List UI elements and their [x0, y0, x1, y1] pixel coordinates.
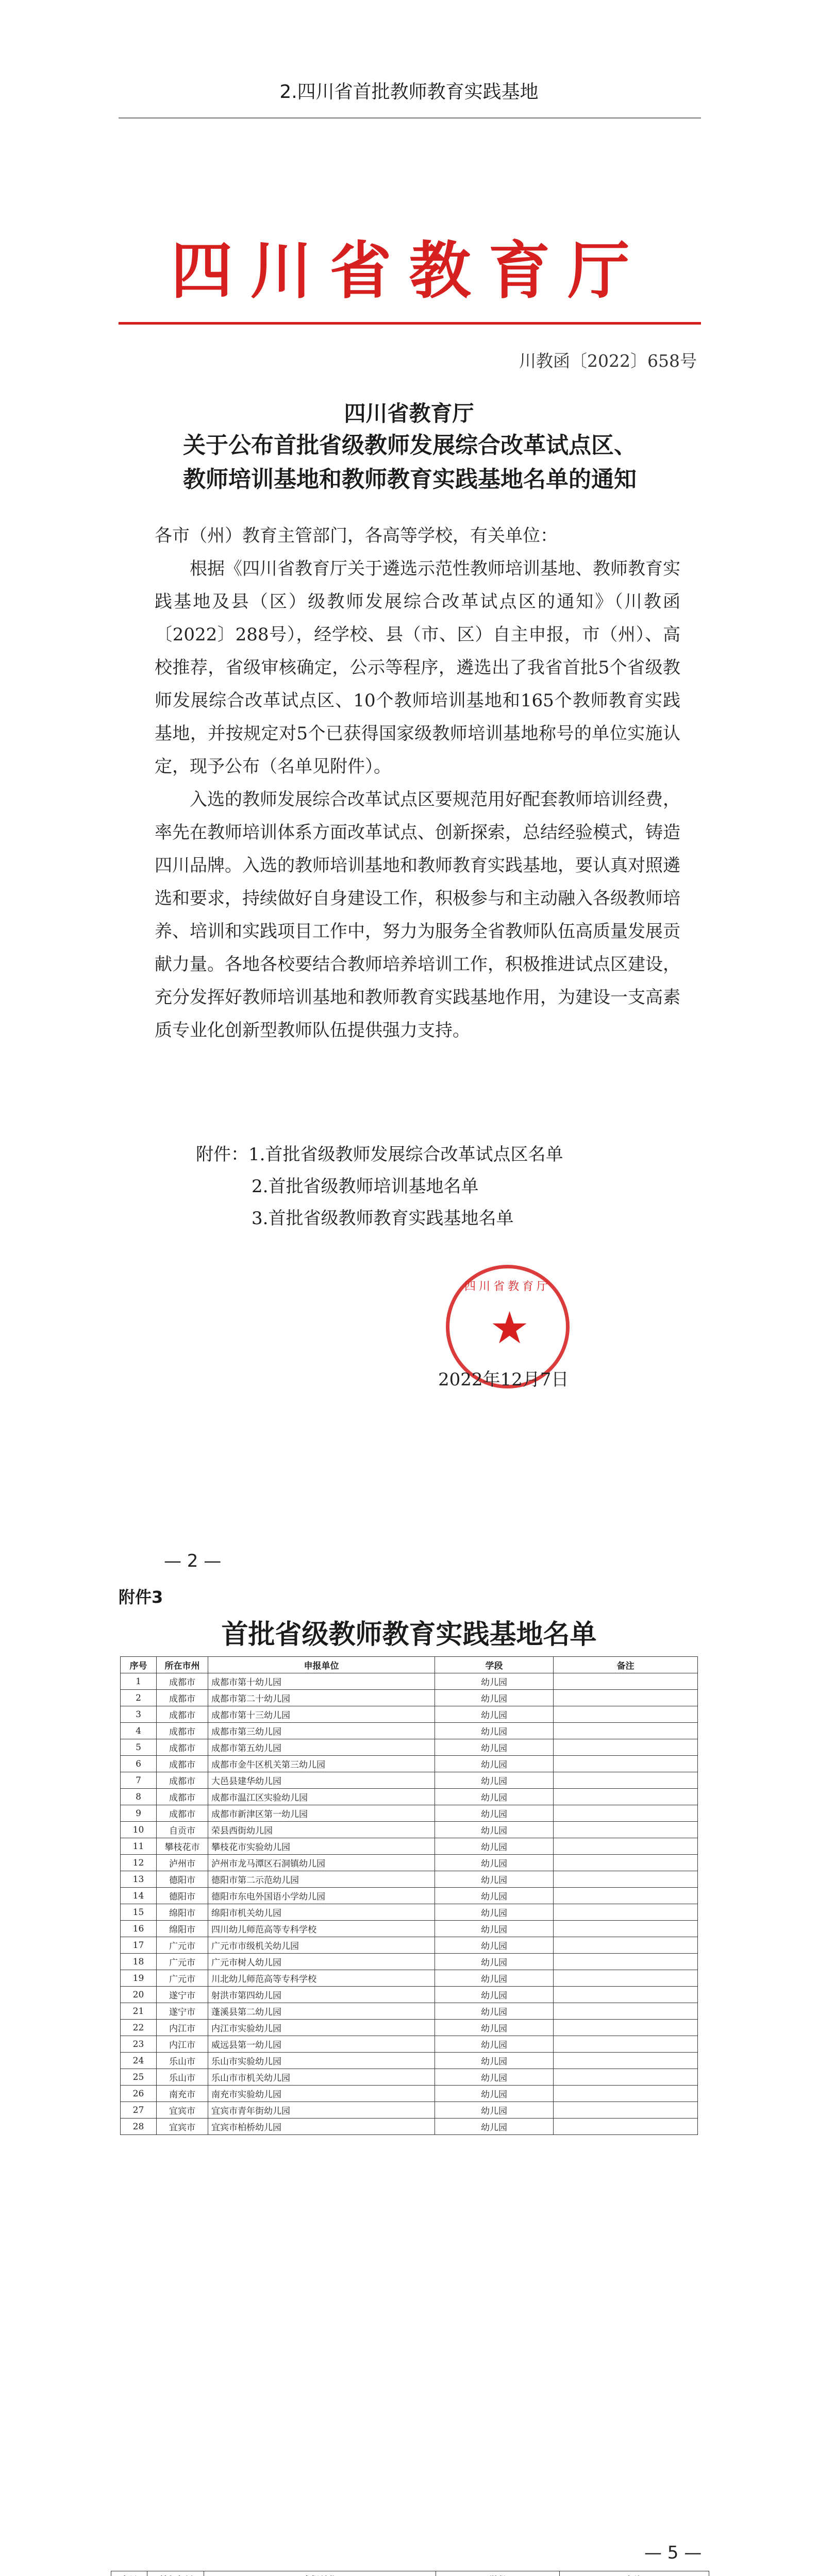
cell-unit: 乐山市市机关幼儿园 [208, 2069, 435, 2086]
cell-city: 绵阳市 [157, 1921, 208, 1937]
cell-unit: 德阳市东电外国语小学幼儿园 [208, 1888, 435, 1904]
cell-city: 成都市 [157, 1756, 208, 1772]
cell-unit: 成都市第三幼儿园 [208, 1723, 435, 1739]
cell-unit: 内江市实验幼儿园 [208, 2020, 435, 2036]
cell-index: 26 [121, 2086, 157, 2102]
letterhead-red-rule [119, 322, 701, 325]
table-row [121, 2036, 698, 2053]
cell-note [554, 2086, 698, 2102]
cell-city: 成都市 [157, 1673, 208, 1690]
annex-label: 附件3 [119, 1587, 163, 1607]
cell-level: 幼儿园 [435, 1888, 554, 1904]
cell-city: 成都市 [157, 1706, 208, 1723]
cell-level: 幼儿园 [435, 1739, 554, 1756]
cell-level: 幼儿园 [435, 2119, 554, 2135]
cell-unit: 射洪市第四幼儿园 [208, 1987, 435, 2003]
cell-unit: 泸州市龙马潭区石洞镇幼儿园 [208, 1855, 435, 1871]
cell-unit: 成都市金牛区机关第三幼儿园 [208, 1756, 435, 1772]
table-row [121, 2086, 698, 2102]
page-number: — 5 — [644, 2543, 702, 2563]
cell-index: 11 [121, 1838, 157, 1855]
cell-city: 成都市 [157, 1789, 208, 1805]
col-header-index [111, 2571, 147, 2576]
cell-index: 6 [121, 1756, 157, 1772]
cell-level: 幼儿园 [435, 1970, 554, 1987]
cell-city: 内江市 [157, 2020, 208, 2036]
cell-city: 成都市 [157, 1690, 208, 1706]
cell-unit: 大邑县建华幼儿园 [208, 1772, 435, 1789]
cell-note [554, 2119, 698, 2135]
cell-level: 幼儿园 [435, 1987, 554, 2003]
cell-index: 7 [121, 1772, 157, 1789]
cell-city: 广元市 [157, 1970, 208, 1987]
cell-city: 成都市 [157, 1772, 208, 1789]
cell-unit: 攀枝花市实验幼儿园 [208, 1838, 435, 1855]
cell-index: 18 [121, 1954, 157, 1970]
cell-unit: 成都市第十三幼儿园 [208, 1706, 435, 1723]
cell-index: 16 [121, 1921, 157, 1937]
cell-note [554, 1822, 698, 1838]
col-header-unit [204, 2571, 436, 2576]
cell-level: 幼儿园 [435, 2086, 554, 2102]
cell-note [554, 1937, 698, 1954]
page-number: — 2 — [164, 1551, 222, 1571]
col-header-city [147, 2571, 204, 2576]
cell-note [554, 1805, 698, 1822]
cell-index: 10 [121, 1822, 157, 1838]
cell-city: 宜宾市 [157, 2119, 208, 2135]
col-header-note: 备注 [554, 1657, 698, 1673]
table-row [121, 1789, 698, 1805]
cell-city: 广元市 [157, 1954, 208, 1970]
cell-city: 成都市 [157, 1723, 208, 1739]
cell-unit: 宜宾市青年街幼儿园 [208, 2102, 435, 2119]
practice-base-table [120, 1656, 698, 2135]
cell-index: 15 [121, 1904, 157, 1921]
cell-city: 内江市 [157, 2036, 208, 2053]
attachment-item: 3.首批省级教师教育实践基地名单 [252, 1208, 514, 1229]
cell-index: 8 [121, 1789, 157, 1805]
header-divider [119, 117, 701, 118]
cell-unit: 蓬溪县第二幼儿园 [208, 2003, 435, 2020]
cell-level: 幼儿园 [435, 1937, 554, 1954]
cell-note [554, 1706, 698, 1723]
cell-level: 幼儿园 [435, 1789, 554, 1805]
col-header-index: 序号 [121, 1657, 157, 1673]
document-number: 川教函〔2022〕658号 [519, 351, 697, 371]
seal-lettering: 四川省教育厅 [464, 1280, 551, 1293]
cell-note [554, 1673, 698, 1690]
cell-note [554, 1789, 698, 1805]
cell-note [554, 1855, 698, 1871]
table-row [121, 1888, 698, 1904]
issue-date: 2022年12月7日 [438, 1369, 569, 1390]
cell-city: 南充市 [157, 2086, 208, 2102]
cell-note [554, 1723, 698, 1739]
cell-unit: 德阳市第二示范幼儿园 [208, 1871, 435, 1888]
cell-index: 13 [121, 1871, 157, 1888]
table-row [121, 1921, 698, 1937]
cell-level: 幼儿园 [435, 1690, 554, 1706]
letter-body [155, 519, 680, 1047]
cell-level: 幼儿园 [435, 1871, 554, 1888]
table-row [121, 1723, 698, 1739]
cell-city: 成都市 [157, 1805, 208, 1822]
cell-index: 28 [121, 2119, 157, 2135]
cell-level: 幼儿园 [435, 1805, 554, 1822]
page-header: 2.四川省首批教师教育实践基地 [279, 81, 539, 103]
paragraph-1: 根据《四川省教育厅关于遴选示范性教师培训基地、教师教育实践基地及县（区）级教师发展综合改革试点区的通知》（川教函〔2022〕288号），经学校、县（市、区）自主申报，市（州）、高校推荐，省级审核确定，公示等程序，遴选出了我省首批5个省级教师发展综合改革试点区、10个教师培训基地和165个教师教育实践基地，并按规定对5个已获得国家级教师培训基地称号的单位实施认定，现予公布（名单见附件）。 [155, 558, 680, 777]
issuer: 四川省教育厅 [344, 401, 474, 426]
attachments-label: 附件： [196, 1144, 248, 1165]
cell-index: 2 [121, 1690, 157, 1706]
cell-city: 遂宁市 [157, 2003, 208, 2020]
cell-index: 24 [121, 2053, 157, 2069]
practice-base-table-continued [111, 2571, 709, 2576]
cell-unit: 成都市第二十幼儿园 [208, 1690, 435, 1706]
table-row [121, 1987, 698, 2003]
cell-city: 遂宁市 [157, 1987, 208, 2003]
cell-unit: 宜宾市柏桥幼儿园 [208, 2119, 435, 2135]
cell-level: 幼儿园 [435, 1921, 554, 1937]
cell-note [554, 1954, 698, 1970]
cell-note [554, 1690, 698, 1706]
cell-level: 幼儿园 [435, 2069, 554, 2086]
salutation: 各市（州）教育主管部门，各高等学校，有关单位： [155, 526, 558, 546]
cell-unit: 成都市新津区第一幼儿园 [208, 1805, 435, 1822]
cell-note [554, 2020, 698, 2036]
cell-index: 4 [121, 1723, 157, 1739]
cell-level: 幼儿园 [435, 2003, 554, 2020]
attachments-list [196, 1139, 711, 1234]
cell-unit: 川北幼儿师范高等专科学校 [208, 1970, 435, 1987]
table-row [121, 1954, 698, 1970]
seal-star-icon: ★ [490, 1302, 530, 1354]
cell-unit: 荣县西街幼儿园 [208, 1822, 435, 1838]
cell-unit: 乐山市实验幼儿园 [208, 2053, 435, 2069]
cell-note [554, 1888, 698, 1904]
cell-note [554, 2036, 698, 2053]
cell-index: 22 [121, 2020, 157, 2036]
cell-city: 乐山市 [157, 2069, 208, 2086]
table-row [121, 1855, 698, 1871]
cell-level: 幼儿园 [435, 1822, 554, 1838]
title-line-1: 关于公布首批省级教师发展综合改革试点区、 [183, 432, 637, 459]
cell-city: 攀枝花市 [157, 1838, 208, 1855]
table-row [121, 1904, 698, 1921]
document-title [119, 429, 701, 497]
cell-level: 幼儿园 [435, 1904, 554, 1921]
table-row [121, 1690, 698, 1706]
table-row [121, 1756, 698, 1772]
cell-city: 自贡市 [157, 1822, 208, 1838]
table-row [121, 1871, 698, 1888]
cell-level: 幼儿园 [435, 1855, 554, 1871]
cell-note [554, 1921, 698, 1937]
table-row [121, 1838, 698, 1855]
cell-note [554, 2069, 698, 2086]
cell-unit: 成都市温江区实验幼儿园 [208, 1789, 435, 1805]
cell-level: 幼儿园 [435, 1706, 554, 1723]
table-row [121, 1937, 698, 1954]
col-header-note [560, 2571, 709, 2576]
cell-index: 14 [121, 1888, 157, 1904]
cell-level: 幼儿园 [435, 1756, 554, 1772]
cell-unit: 绵阳市机关幼儿园 [208, 1904, 435, 1921]
table-row [121, 1822, 698, 1838]
table-row [121, 1805, 698, 1822]
cell-index: 19 [121, 1970, 157, 1987]
cell-unit: 广元市市级机关幼儿园 [208, 1937, 435, 1954]
title-line-2: 教师培训基地和教师教育实践基地名单的通知 [183, 466, 637, 493]
cell-city: 成都市 [157, 1739, 208, 1756]
letterhead: 四川省教育厅 [171, 235, 647, 307]
cell-index: 9 [121, 1805, 157, 1822]
table-row [121, 1673, 698, 1690]
cell-index: 27 [121, 2102, 157, 2119]
cell-index: 3 [121, 1706, 157, 1723]
cell-unit: 成都市第十幼儿园 [208, 1673, 435, 1690]
cell-city: 乐山市 [157, 2053, 208, 2069]
cell-note [554, 1756, 698, 1772]
cell-index: 20 [121, 1987, 157, 2003]
cell-level: 幼儿园 [435, 1954, 554, 1970]
cell-index: 21 [121, 2003, 157, 2020]
cell-note [554, 1772, 698, 1789]
table-row [121, 1772, 698, 1789]
cell-index: 5 [121, 1739, 157, 1756]
cell-note [554, 2102, 698, 2119]
cell-city: 泸州市 [157, 1855, 208, 1871]
cell-index: 17 [121, 1937, 157, 1954]
cell-city: 德阳市 [157, 1888, 208, 1904]
col-header-unit: 申报单位 [208, 1657, 435, 1673]
cell-note [554, 1904, 698, 1921]
cell-city: 德阳市 [157, 1871, 208, 1888]
table-header-row [111, 2571, 709, 2576]
table-row [121, 1706, 698, 1723]
col-header-level [436, 2571, 560, 2576]
cell-level: 幼儿园 [435, 2036, 554, 2053]
table-title: 首批省级教师教育实践基地名单 [221, 1619, 597, 1650]
cell-index: 12 [121, 1855, 157, 1871]
cell-index: 25 [121, 2069, 157, 2086]
cell-level: 幼儿园 [435, 2020, 554, 2036]
cell-note [554, 1739, 698, 1756]
cell-note [554, 1987, 698, 2003]
attachment-item: 1.首批省级教师发展综合改革试点区名单 [248, 1144, 563, 1165]
table-row [121, 2020, 698, 2036]
table-row [121, 1739, 698, 1756]
cell-note [554, 1871, 698, 1888]
table-row [121, 2102, 698, 2119]
cell-level: 幼儿园 [435, 1673, 554, 1690]
cell-unit: 南充市实验幼儿园 [208, 2086, 435, 2102]
cell-unit: 广元市树人幼儿园 [208, 1954, 435, 1970]
paragraph-2: 入选的教师发展综合改革试点区要规范用好配套教师培训经费，率先在教师培训体系方面改革试点、创新探索，总结经验模式，铸造四川品牌。入选的教师培训基地和教师教育实践基地，要认真对照遴选和要求，持续做好自身建设工作，积极参与和主动融入各级教师培养、培训和实践项目工作中，努力为服务全省教师队伍高质量发展贡献力量。各地各校要结合教师培养培训工作，积极推进试点区建设，充分发挥好教师培训基地和教师教育实践基地作用，为建设一支高素质专业化创新型教师队伍提供强力支持。 [155, 789, 680, 1041]
table-row [121, 2069, 698, 2086]
cell-unit: 威远县第一幼儿园 [208, 2036, 435, 2053]
cell-note [554, 1970, 698, 1987]
cell-unit: 成都市第五幼儿园 [208, 1739, 435, 1756]
cell-note [554, 2003, 698, 2020]
table-row [121, 2119, 698, 2135]
cell-city: 绵阳市 [157, 1904, 208, 1921]
col-header-city: 所在市州 [157, 1657, 208, 1673]
attachment-item: 2.首批省级教师培训基地名单 [252, 1176, 479, 1197]
table-row [121, 1970, 698, 1987]
cell-index: 1 [121, 1673, 157, 1690]
table-row [121, 2053, 698, 2069]
cell-note [554, 2053, 698, 2069]
cell-level: 幼儿园 [435, 2102, 554, 2119]
cell-level: 幼儿园 [435, 1838, 554, 1855]
cell-city: 宜宾市 [157, 2102, 208, 2119]
col-header-level: 学段 [435, 1657, 554, 1673]
cell-level: 幼儿园 [435, 2053, 554, 2069]
table-header-row [121, 1657, 698, 1673]
table-row [121, 2003, 698, 2020]
cell-note [554, 1838, 698, 1855]
cell-index: 23 [121, 2036, 157, 2053]
cell-city: 广元市 [157, 1937, 208, 1954]
cell-level: 幼儿园 [435, 1772, 554, 1789]
cell-level: 幼儿园 [435, 1723, 554, 1739]
cell-unit: 四川幼儿师范高等专科学校 [208, 1921, 435, 1937]
